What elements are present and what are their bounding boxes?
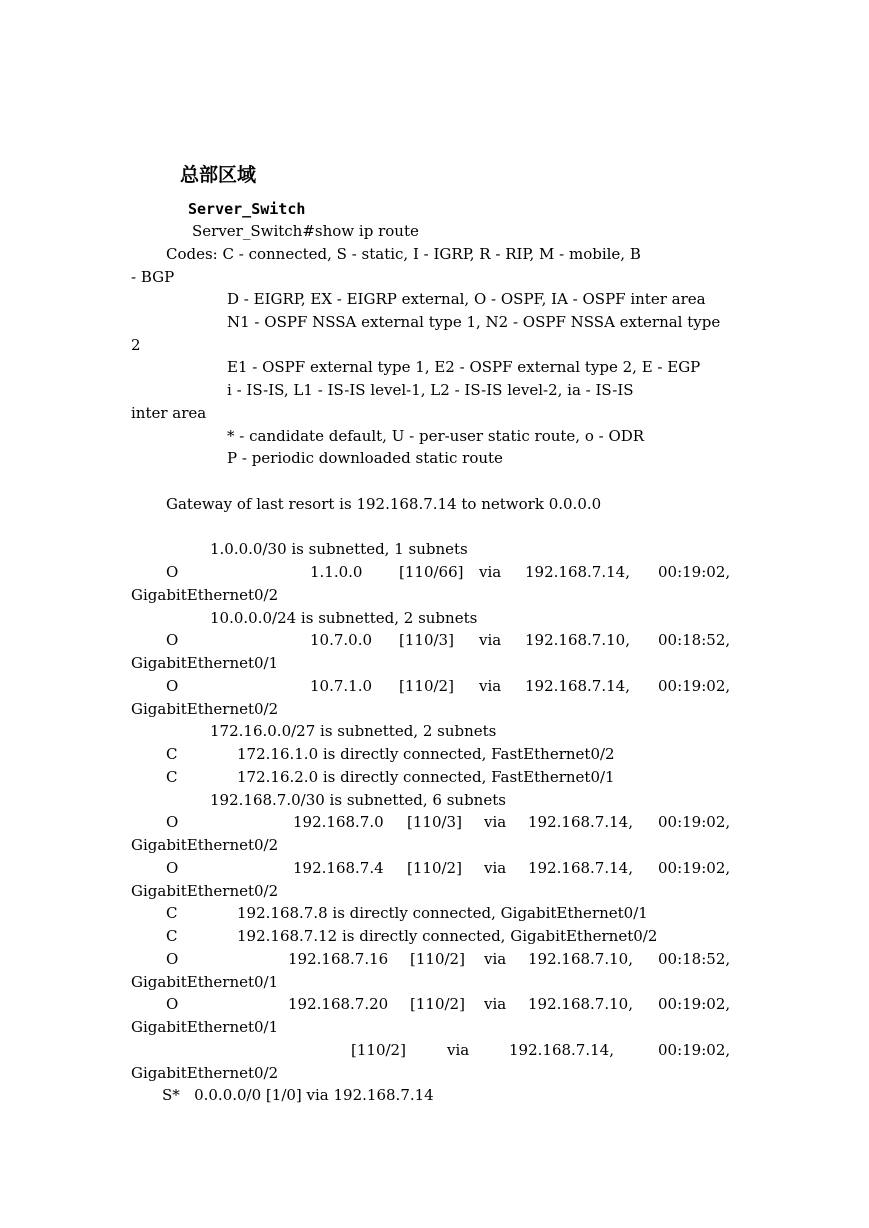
route-network: 10.7.0.0 [310, 631, 373, 649]
route-code: O [166, 563, 179, 581]
codes-line-3-wrap: 2 [131, 336, 141, 354]
route-code: C [166, 927, 178, 945]
codes-line-3: N1 - OSPF NSSA external type 1, N2 - OSPF NSSA external type [227, 313, 721, 331]
gateway-line: Gateway of last resort is 192.168.7.14 to network 0.0.0.0 [166, 495, 602, 513]
route-time: 00:19:02, [658, 859, 731, 877]
route-row [131, 1040, 737, 1060]
route-metric: [110/2] [351, 1041, 406, 1059]
route-network: 1.1.0.0 [310, 563, 363, 581]
route-metric: [110/2] [399, 677, 454, 695]
route-row [131, 994, 737, 1014]
codes-line-6: * - candidate default, U - per-user static route, o - ODR [227, 427, 645, 445]
route-code: C [166, 745, 178, 763]
codes-line-1: Codes: C - connected, S - static, I - IGRP, R - RIP, M - mobile, B [166, 245, 641, 263]
route-via: via [484, 950, 507, 968]
connected-text: 172.16.1.0 is directly connected, FastEthernet0/2 [237, 745, 615, 763]
connected-text: 192.168.7.12 is directly connected, GigabitEthernet0/2 [237, 927, 658, 945]
route-metric: [110/2] [410, 995, 465, 1013]
route-time: 00:19:02, [658, 677, 731, 695]
route-time: 00:19:02, [658, 813, 731, 831]
route-gateway: 192.168.7.14, [525, 677, 630, 695]
route-code: O [166, 950, 179, 968]
route-interface: GigabitEthernet0/1 [131, 1018, 279, 1036]
route-metric: [110/2] [407, 859, 462, 877]
route-code: O [166, 631, 179, 649]
route-interface: GigabitEthernet0/2 [131, 586, 279, 604]
route-time: 00:18:52, [658, 950, 731, 968]
route-via: via [484, 859, 507, 877]
route-network: 192.168.7.20 [288, 995, 389, 1013]
route-time: 00:19:02, [658, 1041, 731, 1059]
route-via: via [479, 631, 502, 649]
route-row [131, 630, 737, 650]
route-gateway: 192.168.7.14, [525, 563, 630, 581]
route-via: via [447, 1041, 470, 1059]
connected-row [131, 744, 737, 764]
connected-row [131, 926, 737, 946]
codes-line-1-wrap: - BGP [131, 268, 175, 286]
route-time: 00:18:52, [658, 631, 731, 649]
subnet-header: 10.0.0.0/24 is subnetted, 2 subnets [210, 609, 478, 627]
route-via: via [479, 563, 502, 581]
route-time: 00:19:02, [658, 563, 731, 581]
subnet-header: 1.0.0.0/30 is subnetted, 1 subnets [210, 540, 468, 558]
connected-row [131, 903, 737, 923]
route-metric: [110/3] [399, 631, 454, 649]
codes-line-5: i - IS-IS, L1 - IS-IS level-1, L2 - IS-IS level-2, ia - IS-IS [227, 381, 634, 399]
route-network: 192.168.7.4 [293, 859, 384, 877]
codes-line-4: E1 - OSPF external type 1, E2 - OSPF external type 2, E - EGP [227, 358, 701, 376]
route-gateway: 192.168.7.14, [509, 1041, 614, 1059]
route-network: 192.168.7.0 [293, 813, 384, 831]
route-via: via [479, 677, 502, 695]
route-code: C [166, 904, 178, 922]
connected-row [131, 767, 737, 787]
route-code: O [166, 995, 179, 1013]
route-code: O [166, 859, 179, 877]
route-code: O [166, 677, 179, 695]
device-label: Server_Switch [188, 200, 306, 218]
route-row [131, 676, 737, 696]
route-interface: GigabitEthernet0/2 [131, 700, 279, 718]
route-interface: GigabitEthernet0/2 [131, 836, 279, 854]
route-via: via [484, 813, 507, 831]
route-gateway: 192.168.7.10, [525, 631, 630, 649]
codes-line-5-wrap: inter area [131, 404, 207, 422]
route-gateway: 192.168.7.14, [528, 859, 633, 877]
route-row [131, 858, 737, 878]
route-via: via [484, 995, 507, 1013]
route-interface: GigabitEthernet0/1 [131, 973, 279, 991]
section-heading: 总部区域 [180, 164, 257, 186]
subnet-header: 192.168.7.0/30 is subnetted, 6 subnets [210, 791, 506, 809]
connected-text: 172.16.2.0 is directly connected, FastEthernet0/1 [237, 768, 615, 786]
route-code: C [166, 768, 178, 786]
codes-line-2: D - EIGRP, EX - EIGRP external, O - OSPF, IA - OSPF inter area [227, 290, 706, 308]
route-row [131, 812, 737, 832]
default-route-line: S* 0.0.0.0/0 [1/0] via 192.168.7.14 [162, 1086, 434, 1104]
codes-line-7: P - periodic downloaded static route [227, 449, 503, 467]
route-metric: [110/66] [399, 563, 464, 581]
route-time: 00:19:02, [658, 995, 731, 1013]
route-gateway: 192.168.7.14, [528, 813, 633, 831]
route-interface: GigabitEthernet0/2 [131, 882, 279, 900]
route-network: 10.7.1.0 [310, 677, 373, 695]
route-code: O [166, 813, 179, 831]
route-row [131, 949, 737, 969]
subnet-header: 172.16.0.0/27 is subnetted, 2 subnets [210, 722, 497, 740]
route-gateway: 192.168.7.10, [528, 995, 633, 1013]
connected-text: 192.168.7.8 is directly connected, GigabitEthernet0/1 [237, 904, 648, 922]
route-network: 192.168.7.16 [288, 950, 389, 968]
route-interface: GigabitEthernet0/2 [131, 1064, 279, 1082]
command-line: Server_Switch#show ip route [192, 222, 419, 240]
route-gateway: 192.168.7.10, [528, 950, 633, 968]
route-metric: [110/3] [407, 813, 462, 831]
route-row [131, 562, 737, 582]
route-interface: GigabitEthernet0/1 [131, 654, 279, 672]
route-metric: [110/2] [410, 950, 465, 968]
